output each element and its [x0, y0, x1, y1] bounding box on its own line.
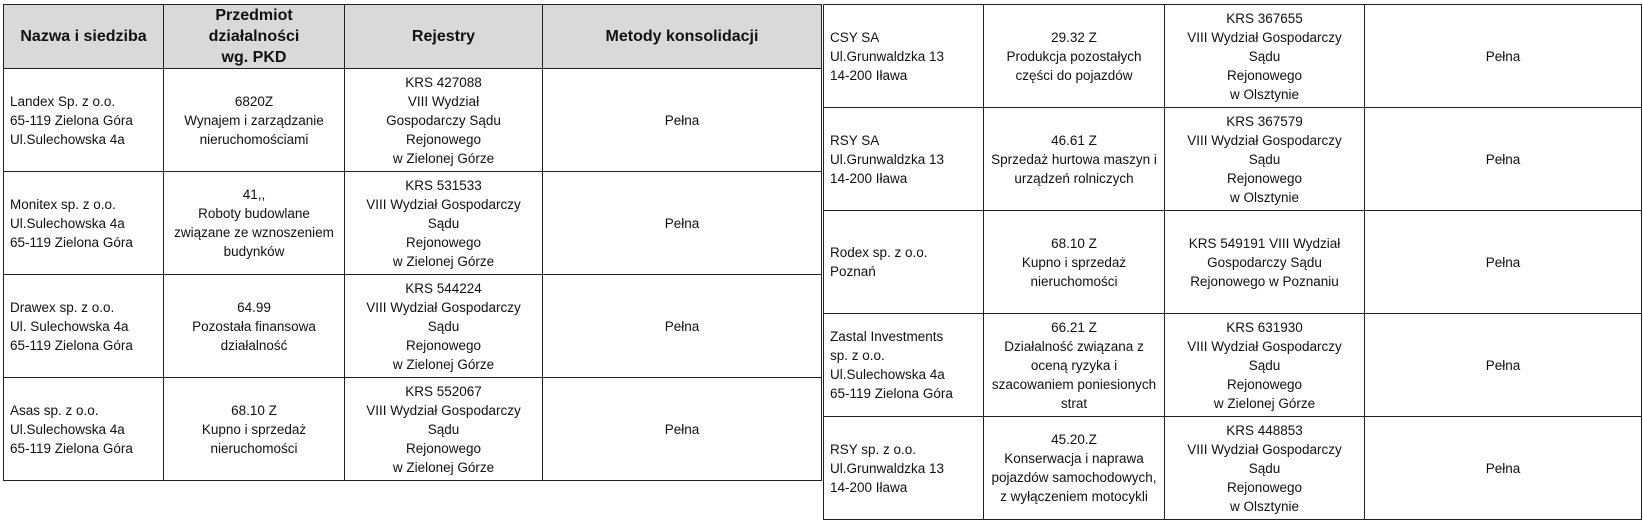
pkd-cell: 66.21 Z Działalność związana z oceną ryzyka i szacowaniem poniesionych strat [984, 314, 1165, 417]
method-cell: Pełna [543, 275, 822, 378]
company-name-cell: Asas sp. z o.o. Ul.Sulechowska 4a 65-119 Zielona Góra [4, 378, 164, 481]
method-cell: Pełna [1365, 417, 1642, 520]
table-row [4, 172, 822, 275]
method-cell: Pełna [543, 378, 822, 481]
method-cell: Pełna [543, 172, 822, 275]
company-name-cell: RSY SA Ul.Grunwaldzka 13 14-200 Iława [824, 108, 984, 211]
table-row [824, 108, 1642, 211]
subsidiaries-table-left [3, 4, 822, 481]
registry-cell: KRS 631930 VIII Wydział Gospodarczy Sądu Rejonowego w Zielonej Górze [1165, 314, 1365, 417]
header-registries: Rejestry [345, 5, 543, 69]
pkd-cell: 29.32 Z Produkcja pozostałych części do pojazdów [984, 5, 1165, 108]
table-row [824, 5, 1642, 108]
table-row [4, 378, 822, 481]
header-pkd: Przedmiot działalności wg. PKD [164, 5, 345, 69]
company-name-cell: Rodex sp. z o.o. Poznań [824, 211, 984, 314]
pkd-cell: 45.20.Z Konserwacja i naprawa pojazdów samochodowych, z wyłączeniem motocykli [984, 417, 1165, 520]
table-row [4, 69, 822, 172]
registry-cell: KRS 544224 VIII Wydział Gospodarczy Sądu Rejonowego w Zielonej Górze [345, 275, 543, 378]
registry-cell: KRS 367655 VIII Wydział Gospodarczy Sądu Rejonowego w Olsztynie [1165, 5, 1365, 108]
registry-cell: KRS 549191 VIII Wydział Gospodarczy Sądu Rejonowego w Poznaniu [1165, 211, 1365, 314]
header-row [4, 5, 822, 69]
company-name-cell: CSY SA Ul.Grunwaldzka 13 14-200 Iława [824, 5, 984, 108]
registry-cell: KRS 448853 VIII Wydział Gospodarczy Sądu Rejonowego w Olsztynie [1165, 417, 1365, 520]
company-name-cell: Monitex sp. z o.o. Ul.Sulechowska 4a 65-119 Zielona Góra [4, 172, 164, 275]
header-consolidation-method: Metody konsolidacji [543, 5, 822, 69]
company-name-cell: Zastal Investments sp. z o.o. Ul.Sulechowska 4a 65-119 Zielona Góra [824, 314, 984, 417]
pkd-cell: 68.10 Z Kupno i sprzedaż nieruchomości [164, 378, 345, 481]
table-row [824, 314, 1642, 417]
method-cell: Pełna [543, 69, 822, 172]
table-row [824, 417, 1642, 520]
subsidiaries-table-right [823, 4, 1642, 520]
table-row [824, 211, 1642, 314]
method-cell: Pełna [1365, 5, 1642, 108]
pkd-cell: 46.61 Z Sprzedaż hurtowa maszyn i urządzeń rolniczych [984, 108, 1165, 211]
company-name-cell: Landex Sp. z o.o. 65-119 Zielona Góra Ul.Sulechowska 4a [4, 69, 164, 172]
method-cell: Pełna [1365, 314, 1642, 417]
header-name-seat: Nazwa i siedziba [4, 5, 164, 69]
pkd-cell: 68.10 Z Kupno i sprzedaż nieruchomości [984, 211, 1165, 314]
pkd-cell: 41,, Roboty budowlane związane ze wznoszeniem budynków [164, 172, 345, 275]
method-cell: Pełna [1365, 108, 1642, 211]
method-cell: Pełna [1365, 211, 1642, 314]
company-name-cell: RSY sp. z o.o. Ul.Grunwaldzka 13 14-200 Iława [824, 417, 984, 520]
pkd-cell: 6820Z Wynajem i zarządzanie nieruchomościami [164, 69, 345, 172]
registry-cell: KRS 427088 VIII Wydział Gospodarczy Sądu Rejonowego w Zielonej Górze [345, 69, 543, 172]
pkd-cell: 64.99 Pozostała finansowa działalność [164, 275, 345, 378]
table-row [4, 275, 822, 378]
registry-cell: KRS 367579 VIII Wydział Gospodarczy Sądu Rejonowego w Olsztynie [1165, 108, 1365, 211]
company-name-cell: Drawex sp. z o.o. Ul. Sulechowska 4a 65-119 Zielona Góra [4, 275, 164, 378]
registry-cell: KRS 552067 VIII Wydział Gospodarczy Sądu Rejonowego w Zielonej Górze [345, 378, 543, 481]
registry-cell: KRS 531533 VIII Wydział Gospodarczy Sądu Rejonowego w Zielonej Górze [345, 172, 543, 275]
